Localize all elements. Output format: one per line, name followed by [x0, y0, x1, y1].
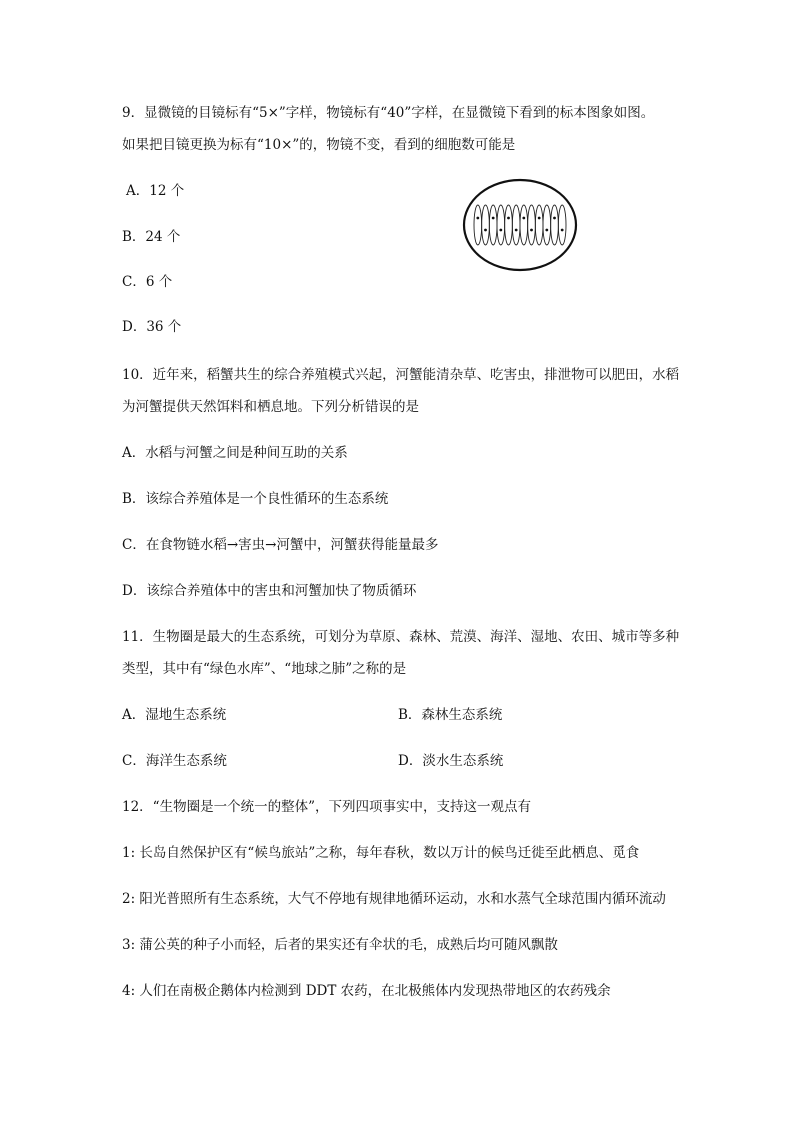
- cell: [474, 205, 482, 245]
- cell: [512, 205, 520, 245]
- cell-nucleus: [538, 217, 541, 220]
- cell: [489, 205, 497, 245]
- q10-option-a: A．水稻与河蟹之间是种间互助的关系: [122, 445, 348, 461]
- q12-fact-1: 1: 长岛自然保护区有“候鸟旅站”之称，每年春秋，数以万计的候鸟迁徙至此栖息、觅食: [122, 845, 640, 861]
- q12-fact-3: 3: 蒲公英的种子小而轻，后者的果实还有伞状的毛，成熟后均可随风飘散: [122, 937, 558, 953]
- q11-stem-line1: 11．生物圈是最大的生态系统，可划分为草原、森林、荒漠、海洋、湿地、农田、城市等多种: [122, 629, 680, 645]
- q11-stem-line2: 类型，其中有“绿色水库”、“地球之肺”之称的是: [122, 661, 407, 677]
- cell: [543, 205, 551, 245]
- q9-option-d: D．36 个: [122, 319, 182, 335]
- q10-stem-line2: 为河蟹提供天然饵料和栖息地。下列分析错误的是: [122, 399, 419, 415]
- cell-nucleus: [476, 217, 479, 220]
- cell: [505, 205, 513, 245]
- cell: [528, 205, 536, 245]
- q9-option-c: C．6 个: [122, 274, 173, 290]
- cell-nucleus: [515, 229, 518, 232]
- q11-option-d: D．淡水生态系统: [398, 753, 504, 769]
- cell: [497, 205, 505, 245]
- q11-option-a: A．湿地生态系统: [122, 707, 227, 723]
- q9-option-b: B．24 个: [122, 229, 181, 245]
- q9-option-a: A．12 个: [126, 183, 185, 199]
- q12-stem: 12．“生物圈是一个统一的整体”，下列四项事实中，支持这一观点有: [122, 799, 531, 815]
- cell-row: [474, 205, 566, 245]
- microscope-field-figure: [462, 178, 578, 272]
- q9-stem-line2: 如果把目镜更换为标有“10×”的，物镜不变，看到的细胞数可能是: [122, 137, 516, 153]
- cell-nucleus: [492, 217, 495, 220]
- q10-option-c: C．在食物链水稻→害虫→河蟹中，河蟹获得能量最多: [122, 537, 439, 553]
- cell: [558, 205, 566, 245]
- cell-nucleus: [530, 229, 533, 232]
- q11-option-b: B．森林生态系统: [398, 707, 503, 723]
- cell-nucleus: [561, 229, 564, 232]
- q10-option-d: D．该综合养殖体中的害虫和河蟹加快了物质循环: [122, 583, 417, 599]
- cell: [482, 205, 490, 245]
- cell-nucleus: [499, 229, 502, 232]
- q9-stem-line1: 9．显微镜的目镜标有“5×”字样，物镜标有“40”字样，在显微镜下看到的标本图象如图。: [122, 105, 655, 121]
- q10-stem-line1: 10．近年来，稻蟹共生的综合养殖模式兴起，河蟹能清杂草、吃害虫，排泄物可以肥田，水稻: [122, 367, 680, 383]
- q10-option-b: B．该综合养殖体是一个良性循环的生态系统: [122, 491, 389, 507]
- cell-nucleus: [553, 217, 556, 220]
- q12-fact-4: 4: 人们在南极企鹅体内检测到 DDT 农药，在北极熊体内发现热带地区的农药残余: [122, 983, 611, 999]
- q12-fact-2: 2: 阳光普照所有生态系统，大气不停地有规律地循环运动，水和水蒸气全球范围内循环流动: [122, 891, 666, 907]
- q11-option-c: C．海洋生态系统: [122, 753, 227, 769]
- cell-nucleus: [484, 229, 487, 232]
- cell-nucleus: [545, 229, 548, 232]
- cell: [535, 205, 543, 245]
- cell: [551, 205, 559, 245]
- cell: [520, 205, 528, 245]
- cell-nucleus: [522, 217, 525, 220]
- cell-nucleus: [507, 217, 510, 220]
